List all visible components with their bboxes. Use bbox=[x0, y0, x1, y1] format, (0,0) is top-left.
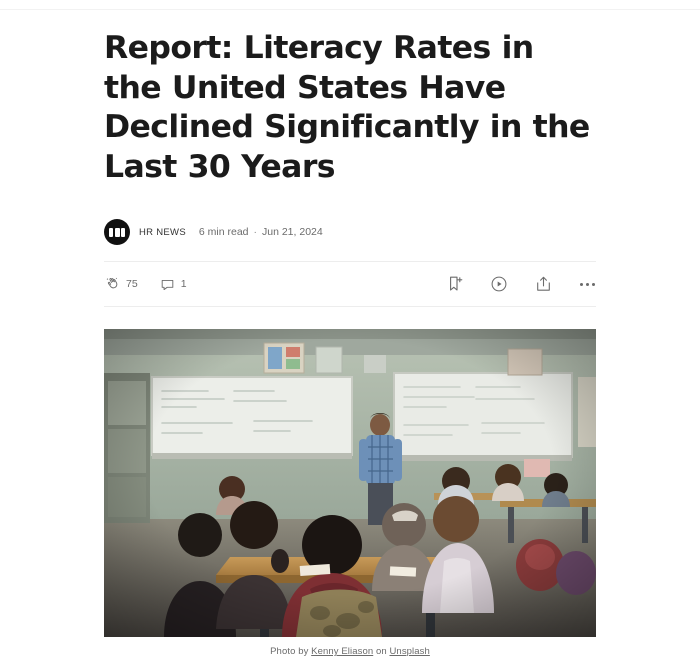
avatar[interactable] bbox=[104, 219, 130, 245]
photo-caption bbox=[104, 646, 596, 657]
caption-prefix: Photo by bbox=[270, 646, 312, 657]
share-icon[interactable] bbox=[534, 275, 552, 293]
hr-news-logo-icon bbox=[109, 228, 125, 237]
comment-count: 1 bbox=[180, 278, 187, 291]
comment-icon bbox=[160, 277, 175, 292]
photographer-link[interactable]: Kenny Eliason bbox=[311, 646, 374, 657]
engagement-actions bbox=[104, 276, 187, 292]
article-tools bbox=[446, 275, 596, 293]
byline-spacer bbox=[191, 226, 194, 238]
read-time: 6 min read bbox=[198, 226, 249, 239]
caption-middle: on bbox=[373, 646, 390, 657]
source-link[interactable]: Unsplash bbox=[389, 646, 430, 657]
more-horizontal-icon[interactable] bbox=[578, 275, 596, 293]
bookmark-plus-icon[interactable] bbox=[446, 275, 464, 293]
clap-button[interactable] bbox=[104, 276, 138, 292]
classroom-photo bbox=[104, 329, 596, 637]
action-bar bbox=[104, 261, 596, 307]
article-container bbox=[104, 10, 596, 657]
publisher-name[interactable]: HR NEWS bbox=[139, 227, 186, 239]
play-circle-icon[interactable] bbox=[490, 275, 508, 293]
clap-icon bbox=[104, 276, 120, 292]
page-title: Report: Literacy Rates in the United States Have Declined Significantly in the Last 30 Years bbox=[104, 30, 590, 185]
byline-text bbox=[139, 226, 323, 238]
comment-button[interactable] bbox=[160, 277, 187, 292]
byline bbox=[104, 217, 596, 247]
clap-count: 75 bbox=[126, 278, 138, 291]
byline-separator: · bbox=[253, 226, 257, 239]
article-figure bbox=[104, 329, 596, 657]
publish-date: Jun 21, 2024 bbox=[262, 226, 323, 239]
top-bar bbox=[0, 0, 700, 10]
